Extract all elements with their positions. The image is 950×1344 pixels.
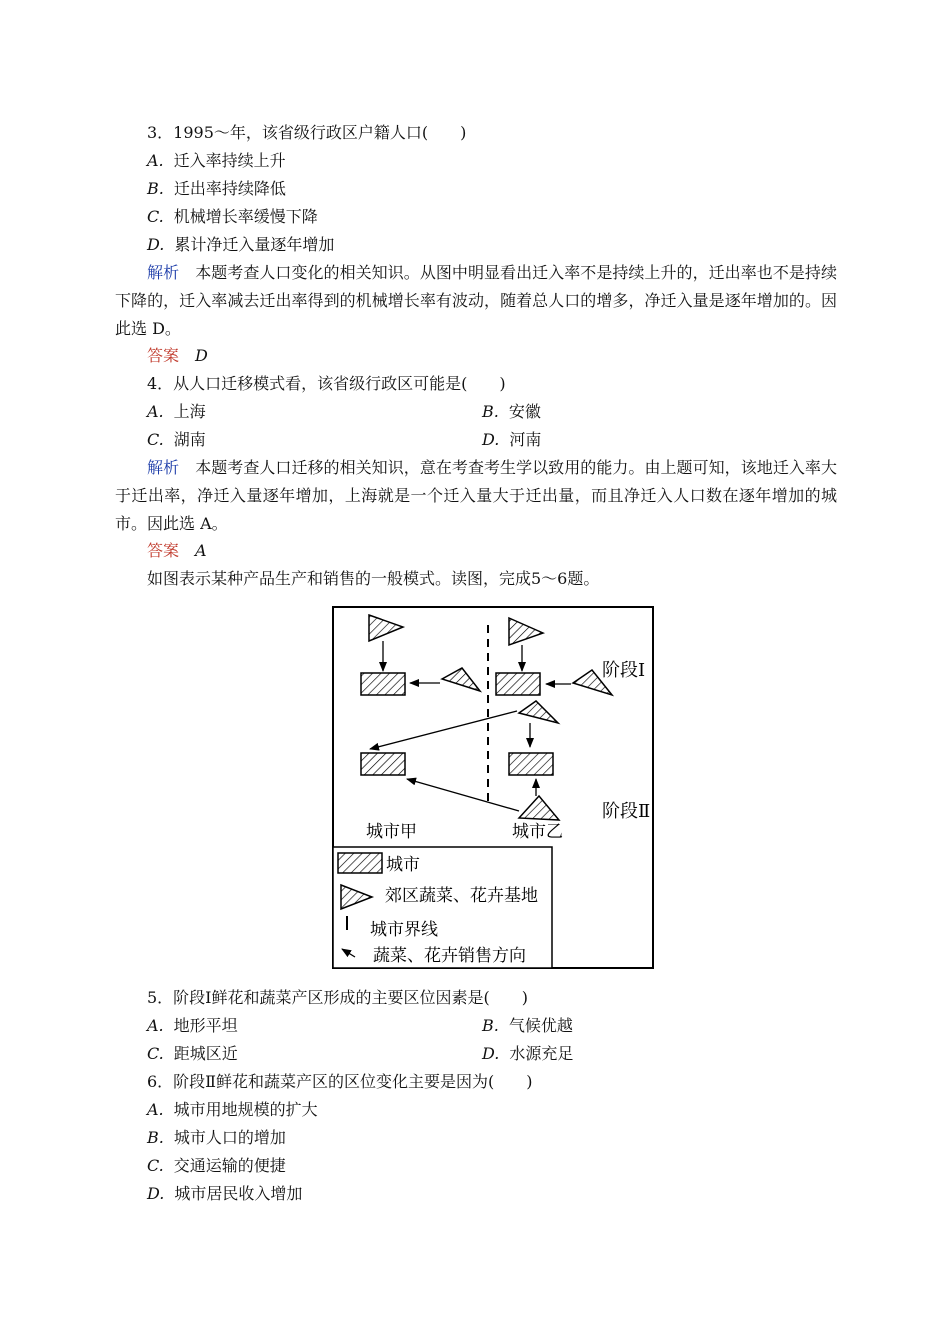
option-text: 机械增长率缓慢下降	[173, 207, 318, 226]
option-text: 迁出率持续降低	[173, 179, 286, 198]
q5-option-d	[482, 1044, 573, 1064]
option-text: 距城区近	[173, 1044, 238, 1063]
option-letter: B.	[482, 402, 499, 421]
q4-stem: 4．从人口迁移模式看，该省级行政区可能是( )	[147, 374, 506, 393]
option-letter: C.	[147, 1044, 164, 1063]
q3-analysis	[115, 259, 837, 343]
q4-analysis	[115, 454, 837, 538]
option-text: 交通运输的便捷	[173, 1156, 286, 1175]
city-block-icon	[509, 753, 553, 775]
answer-value: A	[195, 541, 207, 560]
option-letter: C.	[147, 207, 164, 226]
q3-option-d	[147, 235, 334, 255]
option-letter: A.	[147, 402, 164, 421]
option-letter: D.	[147, 1184, 165, 1203]
legend-boundary-label: 城市界线	[370, 920, 438, 940]
legend-city-icon	[338, 853, 382, 873]
q5-option-a	[147, 1016, 238, 1036]
option-letter: A.	[147, 1100, 164, 1119]
q3-stem: 3．1995～年，该省级行政区户籍人口( )	[147, 123, 467, 142]
option-letter: C.	[147, 1156, 164, 1175]
option-text: 城市用地规模的扩大	[173, 1100, 318, 1119]
q4-option-a	[147, 402, 206, 422]
option-text: 迁入率持续上升	[173, 151, 286, 170]
analysis-label: 解析	[147, 263, 180, 282]
suburb-base-icon	[519, 796, 559, 820]
legend-city-label: 城市	[386, 855, 420, 875]
q4-option-c	[147, 430, 206, 450]
sales-arrow	[407, 779, 519, 811]
q5-option-b	[482, 1016, 573, 1036]
option-text: 气候优越	[508, 1016, 573, 1035]
sales-arrow	[370, 711, 517, 749]
q6-option-a	[147, 1100, 318, 1120]
city-block-icon	[361, 673, 405, 695]
q4-option-d	[482, 430, 541, 450]
option-letter: C.	[147, 430, 164, 449]
answer-label: 答案	[147, 346, 180, 365]
city-block-icon	[496, 673, 540, 695]
option-text: 安徽	[508, 402, 541, 421]
suburb-base-icon	[369, 615, 403, 641]
option-text: 累计净迁入量逐年增加	[174, 235, 335, 254]
figure-intro: 如图表示某种产品生产和销售的一般模式。读图，完成5～6题。	[147, 569, 600, 588]
city-block-icon	[361, 753, 405, 775]
option-text: 地形平坦	[173, 1016, 238, 1035]
option-letter: D.	[147, 235, 165, 254]
q3-answer	[147, 346, 208, 366]
option-letter: A.	[147, 151, 164, 170]
option-letter: B.	[147, 179, 164, 198]
answer-value: D	[195, 346, 208, 365]
option-letter: D.	[482, 1044, 500, 1063]
q5-option-c	[147, 1044, 238, 1064]
q6-option-b	[147, 1128, 286, 1148]
q4-answer	[147, 541, 207, 561]
suburb-base-icon	[442, 668, 480, 691]
analysis-text: 本题考查人口迁移的相关知识，意在考查考生学以致用的能力。由上题可知，该地迁入率大于迁出率，净迁入量逐年增加，上海就是一个迁入量大于迁出量，而且净迁入人口数在逐年增加的城市。因此选 A。	[115, 458, 837, 533]
analysis-label: 解析	[147, 458, 180, 477]
option-text: 上海	[173, 402, 206, 421]
q6-option-d	[147, 1184, 302, 1204]
option-text: 湖南	[173, 430, 206, 449]
q3-option-b	[147, 179, 286, 199]
option-text: 城市人口的增加	[173, 1128, 286, 1147]
figure-diagram	[330, 605, 656, 971]
analysis-text: 本题考查人口变化的相关知识。从图中明显看出迁入率不是持续上升的，迁出率也不是持续下降的，迁入率减去迁出率得到的机械增长率有波动，随着总人口的增多，净迁入量是逐年增加的。因此选 D。	[115, 263, 837, 338]
option-letter: B.	[482, 1016, 499, 1035]
option-letter: B.	[147, 1128, 164, 1147]
legend-arrow-label: 蔬菜、花卉销售方向	[373, 946, 526, 966]
option-text: 水源充足	[509, 1044, 574, 1063]
q3-option-c	[147, 207, 318, 227]
q6-option-c	[147, 1156, 286, 1176]
q4-option-b	[482, 402, 541, 422]
q3-option-a	[147, 151, 286, 171]
stage-1-label: 阶段Ⅰ	[602, 660, 646, 681]
legend-suburb-base-label: 郊区蔬菜、花卉基地	[385, 886, 538, 906]
option-letter: D.	[482, 430, 500, 449]
option-text: 河南	[509, 430, 542, 449]
city-b-label: 城市乙	[512, 822, 563, 842]
q5-stem: 5．阶段Ⅰ鲜花和蔬菜产区形成的主要区位因素是( )	[147, 988, 528, 1007]
suburb-base-icon	[509, 618, 543, 645]
q6-stem: 6．阶段Ⅱ鲜花和蔬菜产区的区位变化主要是因为( )	[147, 1072, 533, 1091]
option-text: 城市居民收入增加	[174, 1184, 303, 1203]
city-a-label: 城市甲	[366, 822, 417, 842]
suburb-base-icon	[519, 701, 558, 723]
answer-label: 答案	[147, 541, 180, 560]
stage-2-label: 阶段Ⅱ	[602, 801, 651, 822]
option-letter: A.	[147, 1016, 164, 1035]
